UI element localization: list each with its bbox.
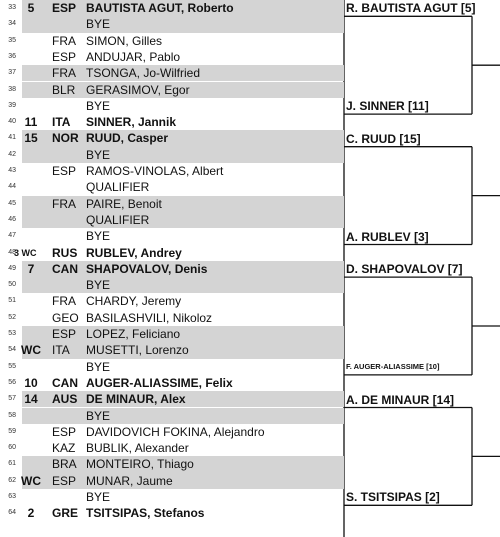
draw-row <box>0 228 344 244</box>
second-round-winner: J. SINNER [11] <box>346 99 429 114</box>
draw-position-number: 47 <box>8 232 16 240</box>
player-name: MUSETTI, Lorenzo <box>86 343 189 358</box>
row-shading <box>22 212 344 228</box>
draw-position-number: 46 <box>8 215 16 223</box>
player-name: BYE <box>86 490 111 504</box>
second-round-winner: F. AUGER-ALIASSIME [10] <box>346 361 440 371</box>
player-name: BUBLIK, Alexander <box>86 441 189 456</box>
draw-position-number: 52 <box>8 313 16 321</box>
player-name: MUNAR, Jaume <box>86 473 173 488</box>
nationality-code: KAZ <box>52 441 76 456</box>
draw-position-number: 61 <box>8 460 16 468</box>
second-round-winner: C. RUUD [15] <box>346 131 421 146</box>
draw-row <box>0 163 344 179</box>
player-name: BYE <box>86 359 111 374</box>
player-name: DE MINAUR, Alex <box>86 392 186 407</box>
player-name: SIMON, Gilles <box>86 33 163 48</box>
player-name: BAUTISTA AGUT, Roberto <box>86 1 234 15</box>
draw-row <box>0 245 344 261</box>
nationality-code: ESP <box>52 49 77 64</box>
draw-row <box>0 277 344 293</box>
draw-row <box>0 293 344 309</box>
draw-position-number: 56 <box>8 378 16 386</box>
draw-position-number: 41 <box>8 134 16 142</box>
player-name: BYE <box>86 98 111 113</box>
player-name: BYE <box>86 147 111 162</box>
draw-row <box>0 212 344 228</box>
draw-row <box>0 424 344 440</box>
draw-position-number: 43 <box>8 167 16 174</box>
nationality-code: ESP <box>52 473 77 488</box>
nationality-code: CAN <box>52 261 78 276</box>
nationality-code: ESP <box>52 424 77 439</box>
draw-row <box>0 489 344 505</box>
seed-label: 11 <box>24 115 38 130</box>
draw-row <box>0 33 344 49</box>
nationality-code: BLR <box>52 82 76 97</box>
draw-position-number: 60 <box>8 444 16 452</box>
nationality-code: ESP <box>52 164 77 178</box>
second-round-winner: A. RUBLEV [3] <box>346 229 429 244</box>
draw-position-number: 39 <box>8 101 16 109</box>
player-name: QUALIFIER <box>86 180 150 195</box>
player-name: RAMOS-VINOLAS, Albert <box>86 164 224 178</box>
player-name: BASILASHVILI, Nikoloz <box>86 310 213 325</box>
draw-position-number: 54 <box>8 346 16 354</box>
nationality-code: GEO <box>52 310 79 325</box>
nationality-code: RUS <box>52 245 78 260</box>
draw-row <box>0 98 344 114</box>
draw-position-number: 45 <box>8 199 16 207</box>
draw-position-number: 51 <box>8 297 16 305</box>
draw-position-number: 58 <box>8 411 16 419</box>
draw-position-number: 34 <box>8 20 16 28</box>
nationality-code: ESP <box>52 327 77 341</box>
draw-position-number: 36 <box>8 52 16 60</box>
draw-row <box>0 440 344 456</box>
draw-row <box>0 408 344 424</box>
draw-position-number: 44 <box>8 183 16 191</box>
draw-position-number: 64 <box>8 509 16 517</box>
draw-row <box>0 326 344 342</box>
player-name: BYE <box>86 408 111 423</box>
nationality-code: NOR <box>52 131 79 146</box>
second-round-winner: R. BAUTISTA AGUT [5] <box>346 1 476 16</box>
draw-position-number: 50 <box>8 281 16 289</box>
draw-row <box>0 391 344 407</box>
draw-row <box>0 342 344 358</box>
player-name: DAVIDOVICH FOKINA, Alejandro <box>86 424 265 439</box>
nationality-code: FRA <box>52 33 76 48</box>
draw-position-number: 59 <box>8 427 16 435</box>
nationality-code: CAN <box>52 375 78 390</box>
player-name: SHAPOVALOV, Denis <box>86 261 208 276</box>
draw-position-number: 63 <box>8 493 16 500</box>
draw-position-number: 37 <box>8 69 16 77</box>
player-name: BYE <box>86 278 111 293</box>
second-round-winner: S. TSITSIPAS [2] <box>346 490 440 505</box>
player-name: RUBLEV, Andrey <box>86 245 182 260</box>
draw-position-number: 42 <box>8 150 16 158</box>
nationality-code: FRA <box>52 196 76 211</box>
player-name: CHARDY, Jeremy <box>86 294 182 309</box>
draw-row <box>0 196 344 212</box>
draw-position-number: 33 <box>8 4 16 11</box>
seed-label: 14 <box>24 392 38 407</box>
draw-position-number: 38 <box>8 85 16 93</box>
draw-row <box>0 179 344 195</box>
draw-row <box>0 114 344 130</box>
seed-label: 15 <box>24 131 38 146</box>
player-name: BYE <box>86 17 111 32</box>
player-name: LOPEZ, Feliciano <box>86 327 181 341</box>
draw-row <box>0 16 344 32</box>
nationality-code: FRA <box>52 294 76 309</box>
second-round-winner: D. SHAPOVALOV [7] <box>346 262 463 277</box>
row-shading <box>22 277 344 293</box>
draw-row <box>0 473 344 489</box>
draw-row <box>0 0 344 16</box>
draw-position-number: 48 <box>8 248 16 256</box>
draw-row <box>0 359 344 375</box>
nationality-code: BRA <box>52 457 77 472</box>
row-shading <box>22 16 344 32</box>
draw-row <box>0 375 344 391</box>
nationality-code: ESP <box>52 1 77 15</box>
row-shading <box>22 408 344 424</box>
draw-row <box>0 82 344 98</box>
draw-row <box>0 261 344 277</box>
draw-position-number: 35 <box>8 36 16 44</box>
nationality-code: GRE <box>52 506 79 521</box>
player-name: MONTEIRO, Thiago <box>86 457 194 472</box>
seed-label: WC <box>21 343 41 358</box>
second-round-winner: A. DE MINAUR [14] <box>346 392 455 407</box>
draw-position-number: 62 <box>8 476 16 484</box>
draw-row <box>0 49 344 65</box>
player-name: QUALIFIER <box>86 212 150 227</box>
draw-row <box>0 65 344 81</box>
row-shading <box>22 147 344 163</box>
seed-label: 10 <box>24 375 38 390</box>
player-name: BYE <box>86 229 111 244</box>
player-name: GERASIMOV, Egor <box>86 82 190 97</box>
player-name: TSITSIPAS, Stefanos <box>86 506 205 521</box>
draw-row <box>0 310 344 326</box>
seed-label: 2 <box>27 506 35 521</box>
seed-label: WC <box>21 473 41 488</box>
nationality-code: FRA <box>52 66 76 81</box>
nationality-code: ITA <box>52 343 70 358</box>
draw-position-number: 57 <box>8 395 16 403</box>
draw-row <box>0 505 344 521</box>
draw-position-number: 53 <box>8 330 16 337</box>
draw-position-number: 49 <box>8 264 16 272</box>
seed-label: 7 <box>27 261 35 276</box>
player-name: AUGER-ALIASSIME, Felix <box>86 375 233 390</box>
draw-row <box>0 130 344 146</box>
seed-label: 5 <box>27 1 35 15</box>
draw-row <box>0 456 344 472</box>
draw-position-number: 40 <box>8 118 16 126</box>
nationality-code: AUS <box>52 392 78 407</box>
player-name: SINNER, Jannik <box>86 115 177 130</box>
player-name: TSONGA, Jo-Wilfried <box>86 66 201 81</box>
draw-position-number: 55 <box>8 362 16 370</box>
seed-label: 3 WC <box>14 247 37 258</box>
player-name: RUUD, Casper <box>86 131 169 146</box>
draw-row <box>0 147 344 163</box>
player-name: PAIRE, Benoit <box>86 196 162 211</box>
nationality-code: ITA <box>52 115 71 130</box>
player-name: ANDUJAR, Pablo <box>86 49 181 64</box>
